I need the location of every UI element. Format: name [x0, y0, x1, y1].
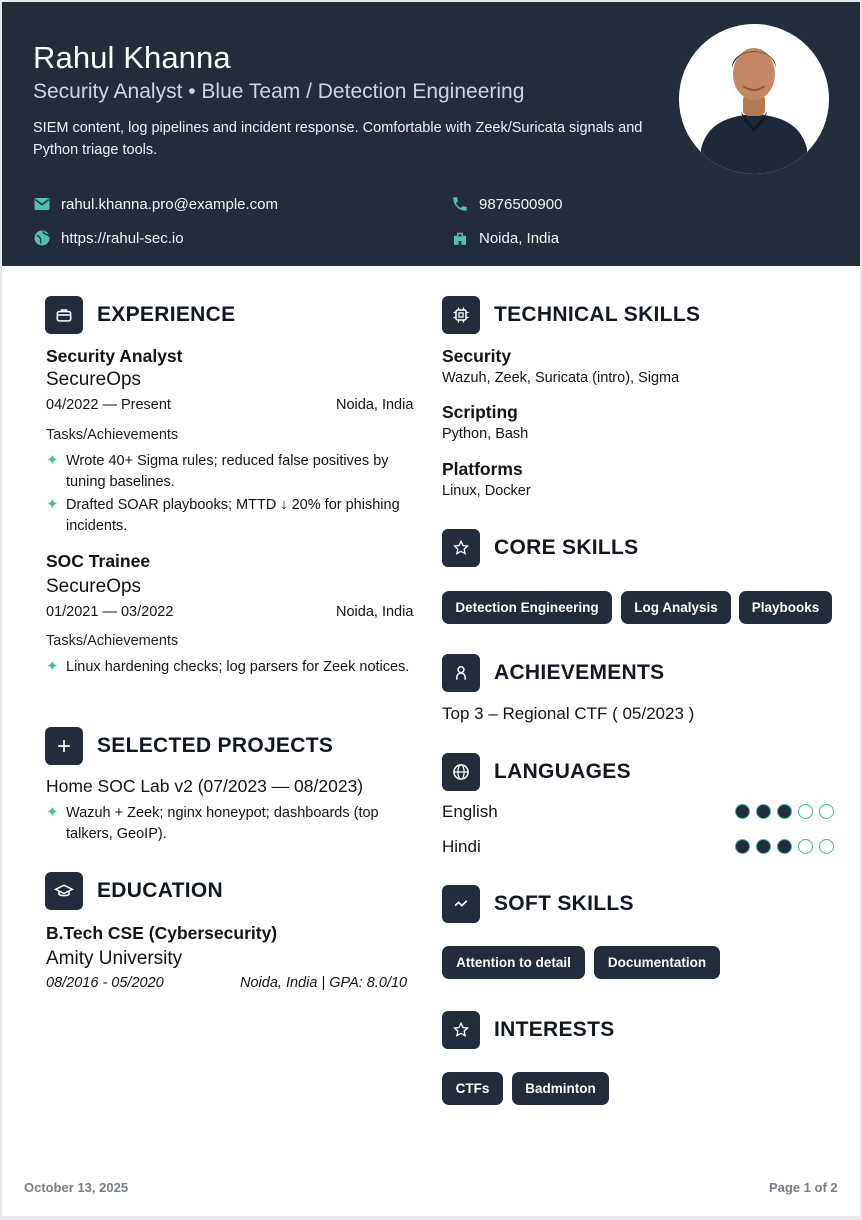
level-dot-filled: [777, 804, 792, 819]
level-dot-filled: [756, 804, 771, 819]
resume-header: [2, 2, 860, 266]
contact-location: [451, 229, 559, 247]
skill-group-name: Scripting: [442, 402, 518, 422]
location-text: Noida, India: [479, 229, 560, 247]
languages-title: LANGUAGES: [494, 760, 631, 783]
candidate-name: Rahul Khanna: [33, 40, 231, 75]
achievements-title: ACHIEVEMENTS: [494, 661, 665, 684]
core-skills-header: [442, 529, 638, 567]
language-level: [735, 839, 834, 854]
level-dot-filled: [756, 839, 771, 854]
core-skill-chip: Detection Engineering: [442, 591, 612, 624]
interest-chip: Badminton: [512, 1072, 609, 1105]
soft-skills-title: SOFT SKILLS: [494, 892, 634, 915]
project-name: Home SOC Lab v2 (07/2023 — 08/2023): [46, 776, 364, 796]
skill-group-value: Python, Bash: [442, 426, 529, 442]
skill-group-name: Security: [442, 346, 512, 366]
school: Amity University: [46, 948, 183, 969]
technical-skills-title: TECHNICAL SKILLS: [494, 303, 701, 326]
achievements-header: [442, 654, 664, 692]
briefcase-icon: [45, 296, 83, 334]
star-icon: [442, 529, 480, 567]
education-dates: 08/2016 - 05/2020: [46, 975, 164, 991]
task-item: ✦ Linux hardening checks; log parsers for Zeek notices.: [46, 657, 416, 678]
interest-chip: CTFs: [442, 1072, 503, 1105]
core-skills-title: CORE SKILLS: [494, 536, 639, 559]
footer-page-number: Page 1 of 2: [769, 1180, 838, 1195]
profile-photo: [679, 24, 829, 174]
star-icon: [442, 1011, 480, 1049]
level-dot-empty: [798, 804, 813, 819]
task-item: ✦ Wrote 40+ Sigma rules; reduced false positives by tuning baselines.: [46, 451, 416, 492]
language-name: English: [442, 802, 498, 821]
job-location: Noida, India: [336, 604, 414, 620]
education-header: [45, 872, 223, 910]
experience-header: [45, 296, 235, 334]
contact-website[interactable]: [33, 229, 184, 247]
phone-icon: [451, 195, 469, 213]
trend-icon: [442, 885, 480, 923]
level-dot-empty: [819, 804, 834, 819]
job-dates: 01/2021 — 03/2022: [46, 604, 174, 620]
interests-title: INTERESTS: [494, 1018, 615, 1041]
technical-skills-header: [442, 296, 700, 334]
projects-title: SELECTED PROJECTS: [97, 734, 334, 757]
core-skill-chip: Log Analysis: [621, 591, 731, 624]
job-company: SecureOps: [46, 369, 142, 390]
tasks-label: Tasks/Achievements: [46, 633, 179, 649]
job-title: SOC Trainee: [46, 551, 151, 571]
core-skill-chip: Playbooks: [739, 591, 832, 624]
plus-icon: [45, 727, 83, 765]
sparkle-icon: ✦: [46, 496, 59, 513]
resume-page: [2, 2, 860, 1216]
job-company: SecureOps: [46, 576, 142, 597]
chip-icon: [442, 296, 480, 334]
sparkle-icon: ✦: [46, 452, 59, 469]
language-name: Hindi: [442, 837, 481, 856]
languages-header: [442, 753, 631, 791]
skill-group-value: Wazuh, Zeek, Suricata (intro), Sigma: [442, 370, 680, 386]
language-level: [735, 804, 834, 819]
website-text: https://rahul-sec.io: [61, 229, 184, 247]
globe-icon: [442, 753, 480, 791]
email-text: rahul.khanna.pro@example.com: [61, 195, 279, 213]
phone-text: 9876500900: [479, 195, 563, 213]
level-dot-filled: [735, 839, 750, 854]
globe-icon: [33, 229, 51, 247]
degree: B.Tech CSE (Cybersecurity): [46, 923, 278, 943]
contact-phone[interactable]: [451, 195, 562, 213]
job-dates: 04/2022 — Present: [46, 397, 171, 413]
level-dot-filled: [735, 804, 750, 819]
person-icon: [442, 654, 480, 692]
job-title: Security Analyst: [46, 346, 183, 366]
task-item: ✦ Drafted SOAR playbooks; MTTD ↓ 20% for phishing incidents.: [46, 495, 416, 536]
project-bullet: ✦ Wazuh + Zeek; nginx honeypot; dashboards (top talkers, GeoIP).: [46, 803, 416, 844]
job-location: Noida, India: [336, 397, 414, 413]
skill-group-name: Platforms: [442, 459, 523, 479]
education-title: EDUCATION: [97, 879, 223, 902]
interests-header: [442, 1011, 615, 1049]
envelope-icon: [33, 195, 51, 213]
footer-date: October 13, 2025: [24, 1180, 129, 1195]
level-dot-empty: [819, 839, 834, 854]
sparkle-icon: ✦: [46, 804, 59, 821]
candidate-summary: SIEM content, log pipelines and incident response. Comfortable with Zeek/Suricata signals and Python triage tools.: [33, 120, 643, 158]
tasks-label: Tasks/Achievements: [46, 427, 179, 443]
level-dot-filled: [777, 839, 792, 854]
building-icon: [451, 229, 469, 247]
experience-title: EXPERIENCE: [97, 303, 236, 326]
education-location-gpa: Noida, India | GPA: 8.0/10: [240, 975, 408, 991]
graduation-cap-icon: [45, 872, 83, 910]
candidate-role: Security Analyst • Blue Team / Detection Engineering: [33, 80, 525, 103]
soft-skill-chip: Attention to detail: [442, 946, 585, 979]
soft-skill-chip: Documentation: [594, 946, 720, 979]
soft-skills-header: [442, 885, 634, 923]
sparkle-icon: ✦: [46, 658, 59, 675]
skill-group-value: Linux, Docker: [442, 483, 531, 499]
level-dot-empty: [798, 839, 813, 854]
achievement-item: Top 3 – Regional CTF ( 05/2023 ): [442, 704, 695, 723]
contact-email[interactable]: [33, 195, 278, 213]
projects-header: [45, 727, 333, 765]
